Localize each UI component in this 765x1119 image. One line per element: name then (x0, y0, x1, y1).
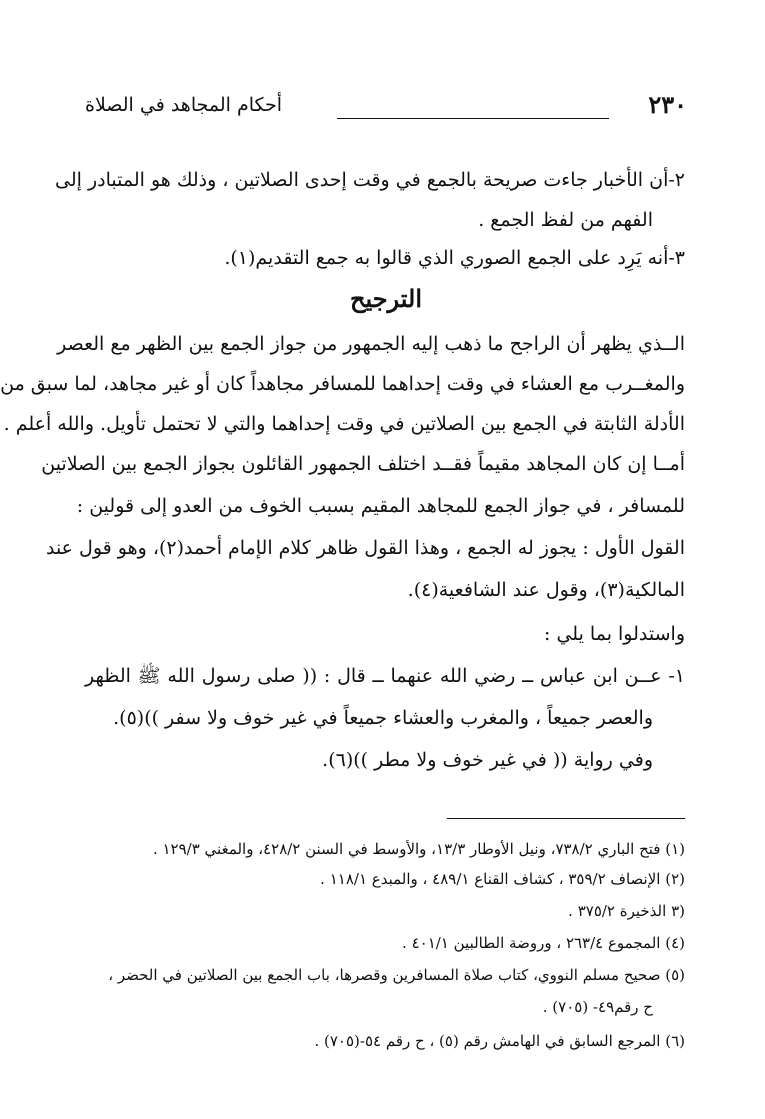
footnote: (٥) صحيح مسلم النووي، كتاب صلاة المسافرين وقصرها، باب الجمع بين الصلاتين في الحضر ، (108, 966, 685, 984)
page-number: ٢٣٠ (648, 90, 687, 119)
text-line: الفهم من لفظ الجمع . (478, 209, 653, 231)
hadith-line: والعصر جميعاً ، والمغرب والعشاء جميعاً في غير خوف ولا سفر ))(٥). (113, 707, 653, 729)
footnote: (٣ الذخيرة ٣٧٥/٢ . (568, 902, 685, 920)
footnote: (١) فتح الباري ٧٣٨/٢، ونيل الأوطار ١٣/٣، والأوسط في السنن ٤٢٨/٢، والمغني ١٢٩/٣ . (152, 840, 685, 858)
text-line: ٢-أن الأخبار جاءت صريحة بالجمع في وقت إحدى الصلاتين ، وذلك هو المتبادر إلى (55, 169, 685, 191)
hadith-line: وفي رواية (( في غير خوف ولا مطر ))(٦). (322, 749, 653, 771)
page-header (85, 92, 687, 126)
text-line: والمغــرب مع العشاء في وقت إحداهما للمسافر مجاهداً كان أو غير مجاهد، لما سبق من (0, 373, 685, 395)
text-line: المالكية(٣)، وقول عند الشافعية(٤). (407, 579, 685, 601)
footnote: ح رقم٤٩- (٧٠٥) . (542, 998, 653, 1016)
running-title: أحكام المجاهد في الصلاة (85, 94, 283, 116)
text-line: ٣-أنه يَرِد على الجمع الصوري الذي قالوا به جمع التقديم(١). (224, 247, 685, 269)
hadith-line: ١- عــن ابن عباس ــ رضي الله عنهما ــ قال : (( صلى رسول الله ﷺ الظهر (85, 665, 685, 687)
header-rule (337, 118, 609, 119)
footnote: (٦) المرجع السابق في الهامش رقم (٥) ، ح رقم ٥٤-(٧٠٥) . (314, 1032, 685, 1050)
footnote: (٢) الإنصاف ٣٥٩/٢ ، كشاف القناع ٤٨٩/١ ، والمبدع ١١٨/١ . (320, 870, 685, 888)
text-line: واستدلوا بما يلي : (544, 623, 685, 645)
footnote-rule (447, 818, 685, 819)
text-line: الــذي يظهر أن الراجح ما ذهب إليه الجمهور من جواز الجمع بين الظهر مع العصر (57, 333, 685, 355)
text-line: الأدلة الثابتة في الجمع بين الصلاتين في وقت إحداهما والتي لا تحتمل تأويل. والله أعلم . (3, 413, 685, 435)
footnote: (٤) المجموع ٢٦٣/٤ ، وروضة الطالبين ٤٠١/١ . (402, 934, 685, 952)
text-line: أمــا إن كان المجاهد مقيماً فقــد اختلف الجمهور القائلون بجواز الجمع بين الصلاتين (41, 453, 685, 475)
section-heading: الترجيح (349, 284, 423, 313)
text-line: القول الأول : يجوز له الجمع ، وهذا القول ظاهر كلام الإمام أحمد(٢)، وهو قول عند (45, 537, 685, 559)
text-line: للمسافر ، في جواز الجمع للمجاهد المقيم بسبب الخوف من العدو إلى قولين : (76, 495, 685, 517)
